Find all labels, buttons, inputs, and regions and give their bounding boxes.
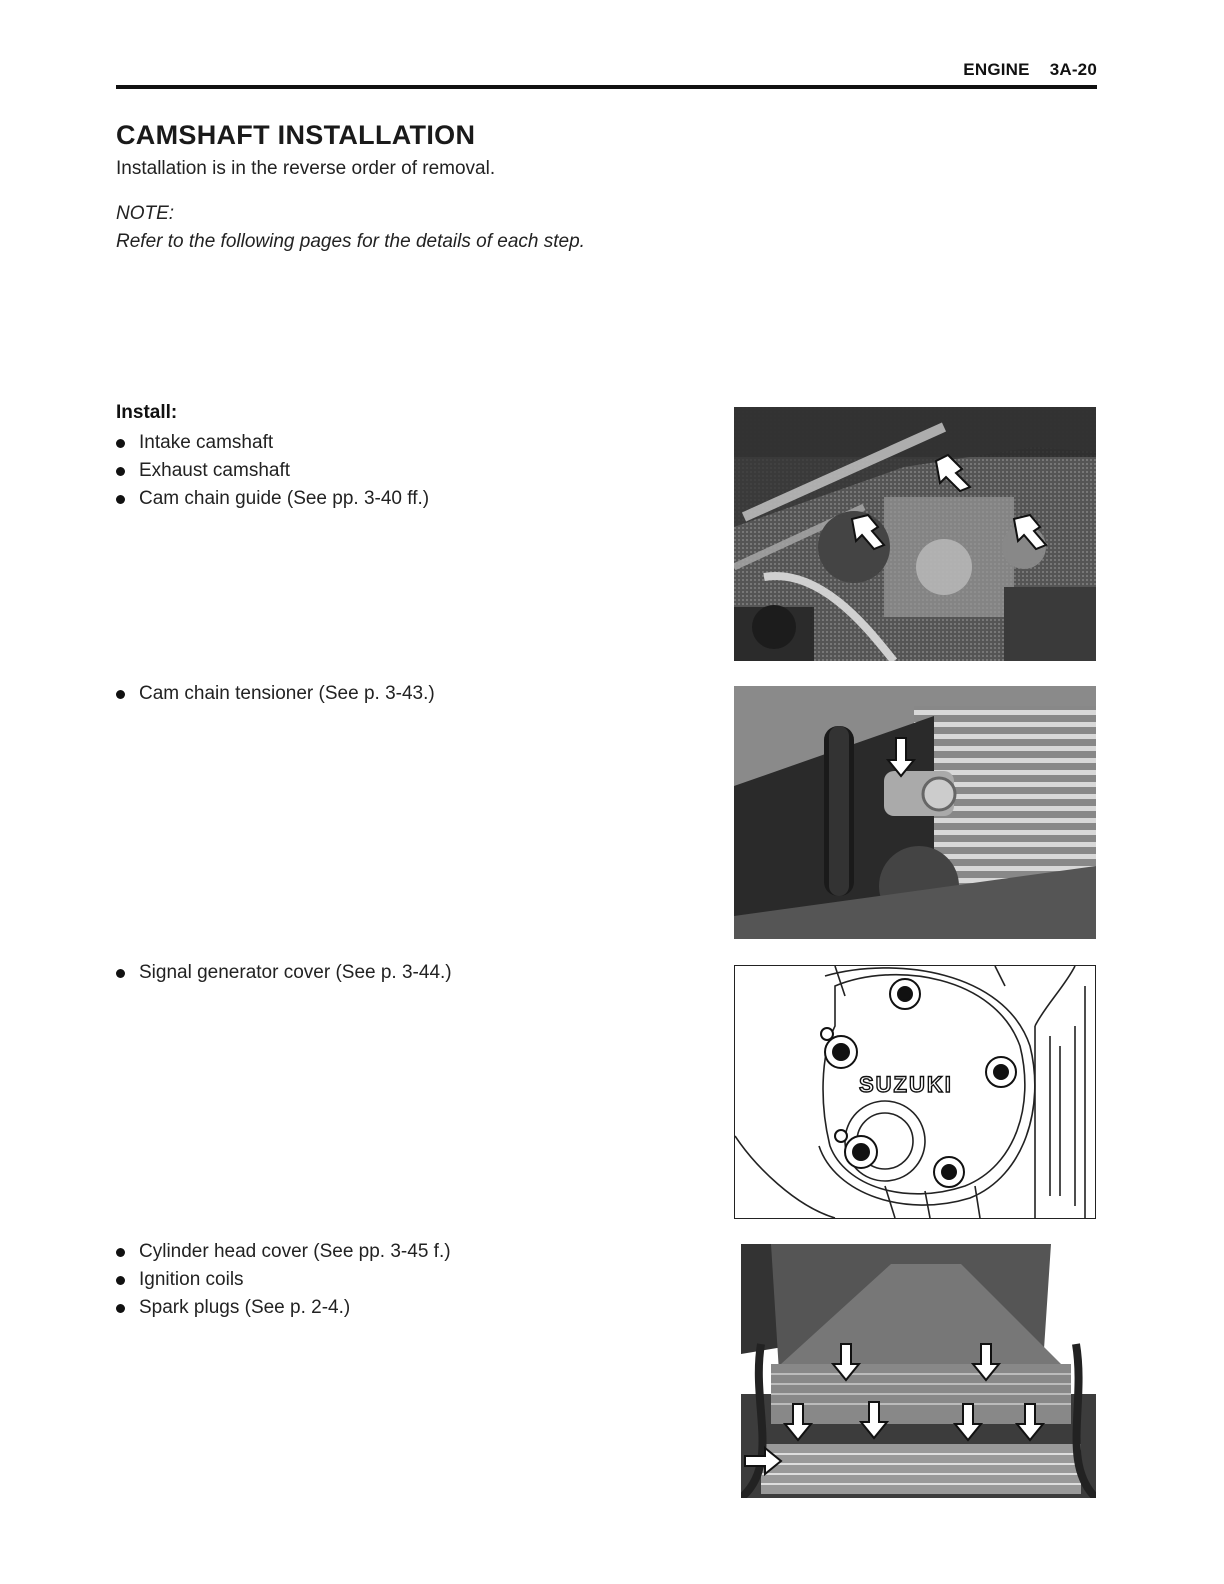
step-text: Cylinder head cover (See pp. 3-45 f.) xyxy=(139,1241,451,1262)
step-group-2 xyxy=(116,680,435,708)
list-item xyxy=(116,680,435,708)
list-item xyxy=(116,457,429,485)
bullet-icon xyxy=(116,1276,125,1285)
suzuki-logo: SUZUKI xyxy=(859,1072,953,1097)
note-label: NOTE: xyxy=(116,203,175,224)
step-group-4 xyxy=(116,1238,451,1322)
list-item xyxy=(116,959,452,987)
step-text: Signal generator cover (See p. 3-44.) xyxy=(139,962,452,983)
note-text: Refer to the following pages for the details of each step. xyxy=(116,231,585,252)
list-item xyxy=(116,1238,451,1266)
step-group-1 xyxy=(116,429,429,513)
bullet-icon xyxy=(116,495,125,504)
bullet-icon xyxy=(116,690,125,699)
list-item xyxy=(116,1294,451,1322)
signal-generator-cover-drawing xyxy=(734,965,1096,1219)
bullet-icon xyxy=(116,1248,125,1257)
step-text: Cam chain tensioner (See p. 3-43.) xyxy=(139,683,435,704)
bullet-icon xyxy=(116,1304,125,1313)
list-item xyxy=(116,485,429,513)
page-number: 3A-20 xyxy=(1049,60,1097,79)
step-text: Ignition coils xyxy=(139,1269,244,1290)
step-group-3 xyxy=(116,959,452,987)
bullet-icon xyxy=(116,467,125,476)
intro-text: Installation is in the reverse order of removal. xyxy=(116,158,496,179)
chapter-label: ENGINE xyxy=(963,60,1030,79)
list-item xyxy=(116,429,429,457)
step-text: Cam chain guide (See pp. 3-40 ff.) xyxy=(139,488,430,509)
step-text: Spark plugs (See p. 2-4.) xyxy=(139,1297,351,1318)
tensioner-photo xyxy=(734,686,1096,939)
list-item xyxy=(116,1266,451,1294)
step-text: Exhaust camshaft xyxy=(139,460,291,481)
cylinder-head-cover-photo xyxy=(741,1244,1096,1498)
bullet-icon xyxy=(116,969,125,978)
page-title: CAMSHAFT INSTALLATION xyxy=(116,120,476,150)
camshaft-photo xyxy=(734,407,1096,661)
running-header xyxy=(963,60,1097,80)
bullet-icon xyxy=(116,439,125,448)
step-text: Intake camshaft xyxy=(139,432,274,453)
header-rule xyxy=(116,85,1097,89)
install-heading: Install: xyxy=(116,402,178,423)
